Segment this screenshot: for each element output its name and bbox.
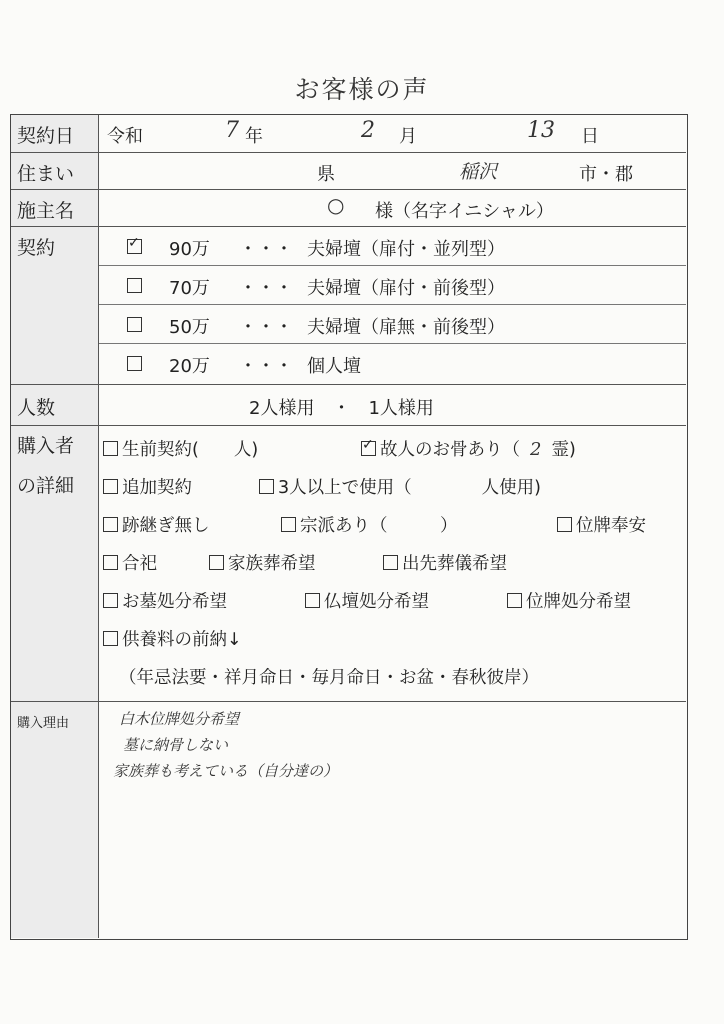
tsuika-label: 追加契約 — [122, 478, 192, 498]
tsuika-option[interactable] — [103, 474, 192, 499]
contract-option-price: 50万 — [169, 317, 210, 338]
contract-option-70[interactable] — [99, 266, 686, 305]
reason-line-3: 家族葬も考えている（自分達の） — [113, 762, 339, 780]
goushi-label: 合祀 — [122, 554, 157, 574]
contract-option-50[interactable] — [99, 305, 686, 344]
contract-option-20[interactable] — [99, 344, 686, 385]
prefecture-unit: 県 — [317, 164, 335, 185]
contract-option-checkbox[interactable] — [127, 315, 146, 336]
reason-line-2: 墓に納骨しない — [123, 736, 229, 754]
kuyouryou-checkbox[interactable] — [103, 631, 118, 646]
address-field[interactable] — [99, 153, 686, 189]
kuyouryou-note: （年忌法要・祥月命日・毎月命日・お盆・春秋彼岸） — [119, 668, 539, 688]
owner-suffix: 様（名字イニシャル） — [375, 201, 554, 222]
contract-option-desc: 個人壇 — [307, 356, 361, 377]
butsudan-checkbox[interactable] — [305, 593, 320, 608]
goushi-option[interactable] — [103, 550, 157, 575]
owner-initial-value: ○ — [327, 193, 345, 217]
city-unit: 市・郡 — [579, 164, 633, 185]
kuyouryou-option[interactable] — [103, 626, 242, 651]
details-row — [11, 426, 686, 702]
shussaki-option[interactable] — [383, 550, 507, 575]
people-row — [11, 385, 686, 426]
ihai-shobun-label: 位牌処分希望 — [526, 592, 631, 612]
atotsugi-label: 跡継ぎ無し — [122, 516, 210, 536]
tsuika-checkbox[interactable] — [103, 479, 118, 494]
goushi-checkbox[interactable] — [103, 555, 118, 570]
contract-option-checkbox[interactable] — [127, 276, 146, 297]
contract-options — [99, 227, 686, 384]
seizen-option[interactable] — [103, 436, 258, 461]
contract-label: 契約 — [11, 227, 99, 384]
ihai-option[interactable] — [557, 512, 646, 537]
details-label — [11, 426, 99, 701]
shuha-checkbox[interactable] — [281, 517, 296, 532]
atotsugi-option[interactable] — [103, 512, 210, 537]
kojin-label: 故人のお骨あり（ — [380, 440, 520, 460]
shussaki-label: 出先葬儀希望 — [402, 554, 507, 574]
ihai-shobun-checkbox[interactable] — [507, 593, 522, 608]
year-value: 7 — [225, 118, 239, 143]
ihai-shobun-option[interactable] — [507, 588, 631, 613]
contract-option-dots: ・・・ — [239, 317, 293, 338]
owner-label: 施主名 — [11, 190, 99, 226]
ohaka-label: お墓処分希望 — [122, 592, 227, 612]
ohaka-checkbox[interactable] — [103, 593, 118, 608]
ihai-checkbox[interactable] — [557, 517, 572, 532]
people-value: 2人様用 ・ 1人様用 — [249, 398, 434, 419]
contract-option-price: 20万 — [169, 356, 210, 377]
shuha-label: 宗派あり（ ） — [300, 516, 458, 536]
sannin-label: 3人以上で使用（ 人使用) — [278, 478, 541, 498]
kazokuso-checkbox[interactable] — [209, 555, 224, 570]
details-label-line1: 購入者 — [17, 435, 75, 457]
contract-row — [11, 227, 686, 385]
atotsugi-checkbox[interactable] — [103, 517, 118, 532]
contract-option-dots: ・・・ — [239, 278, 293, 299]
seizen-checkbox[interactable] — [103, 441, 118, 456]
reason-row — [11, 702, 686, 938]
address-row — [11, 153, 686, 190]
kojin-unit: 霊) — [551, 440, 576, 460]
contract-option-desc: 夫婦壇（扉無・前後型） — [307, 317, 505, 338]
customer-voice-form — [10, 114, 688, 940]
era-label: 令和 — [107, 126, 143, 147]
seizen-label: 生前契約( 人) — [122, 440, 259, 460]
contract-option-90[interactable] — [99, 227, 686, 266]
month-unit: 月 — [399, 126, 417, 147]
kazokuso-option[interactable] — [209, 550, 316, 575]
year-unit: 年 — [245, 126, 263, 147]
contract-option-dots: ・・・ — [239, 239, 293, 260]
owner-row — [11, 190, 686, 227]
address-label: 住まい — [11, 153, 99, 189]
kojin-option[interactable] — [361, 436, 576, 461]
kojin-checkbox[interactable] — [361, 441, 376, 456]
owner-field[interactable] — [99, 190, 686, 226]
day-unit: 日 — [581, 126, 599, 147]
ohaka-option[interactable] — [103, 588, 227, 613]
butsudan-option[interactable] — [305, 588, 429, 613]
shuha-option[interactable] — [281, 512, 458, 537]
kuyouryou-label: 供養料の前納↓ — [122, 630, 242, 650]
contract-option-dots: ・・・ — [239, 356, 293, 377]
kazokuso-label: 家族葬希望 — [228, 554, 316, 574]
ihai-label: 位牌奉安 — [576, 516, 646, 536]
contract-date-row — [11, 115, 686, 153]
details-label-line2: の詳細 — [17, 475, 75, 497]
people-field[interactable] — [99, 385, 686, 425]
details-field — [99, 426, 686, 701]
reason-line-1: 白木位牌処分希望 — [119, 710, 240, 728]
contract-option-checkbox[interactable] — [127, 354, 146, 375]
day-value: 13 — [527, 118, 555, 143]
contract-option-desc: 夫婦壇（扉付・前後型） — [307, 278, 505, 299]
page-title: お客様の声 — [294, 75, 430, 104]
people-label: 人数 — [11, 385, 99, 425]
contract-option-checkbox[interactable] — [127, 237, 146, 258]
reason-field[interactable] — [99, 702, 686, 938]
sannin-checkbox[interactable] — [259, 479, 274, 494]
city-value: 稲沢 — [459, 161, 498, 183]
sannin-option[interactable] — [259, 474, 541, 499]
month-value: 2 — [361, 118, 375, 143]
kojin-count-value: 2 — [530, 439, 542, 460]
reason-label: 購入理由 — [11, 702, 99, 938]
contract-option-price: 90万 — [169, 239, 210, 260]
contract-date-field[interactable] — [99, 115, 686, 152]
contract-option-price: 70万 — [169, 278, 210, 299]
butsudan-label: 仏壇処分希望 — [324, 592, 429, 612]
shussaki-checkbox[interactable] — [383, 555, 398, 570]
contract-date-label: 契約日 — [11, 115, 99, 152]
contract-option-desc: 夫婦壇（扉付・並列型） — [307, 239, 505, 260]
